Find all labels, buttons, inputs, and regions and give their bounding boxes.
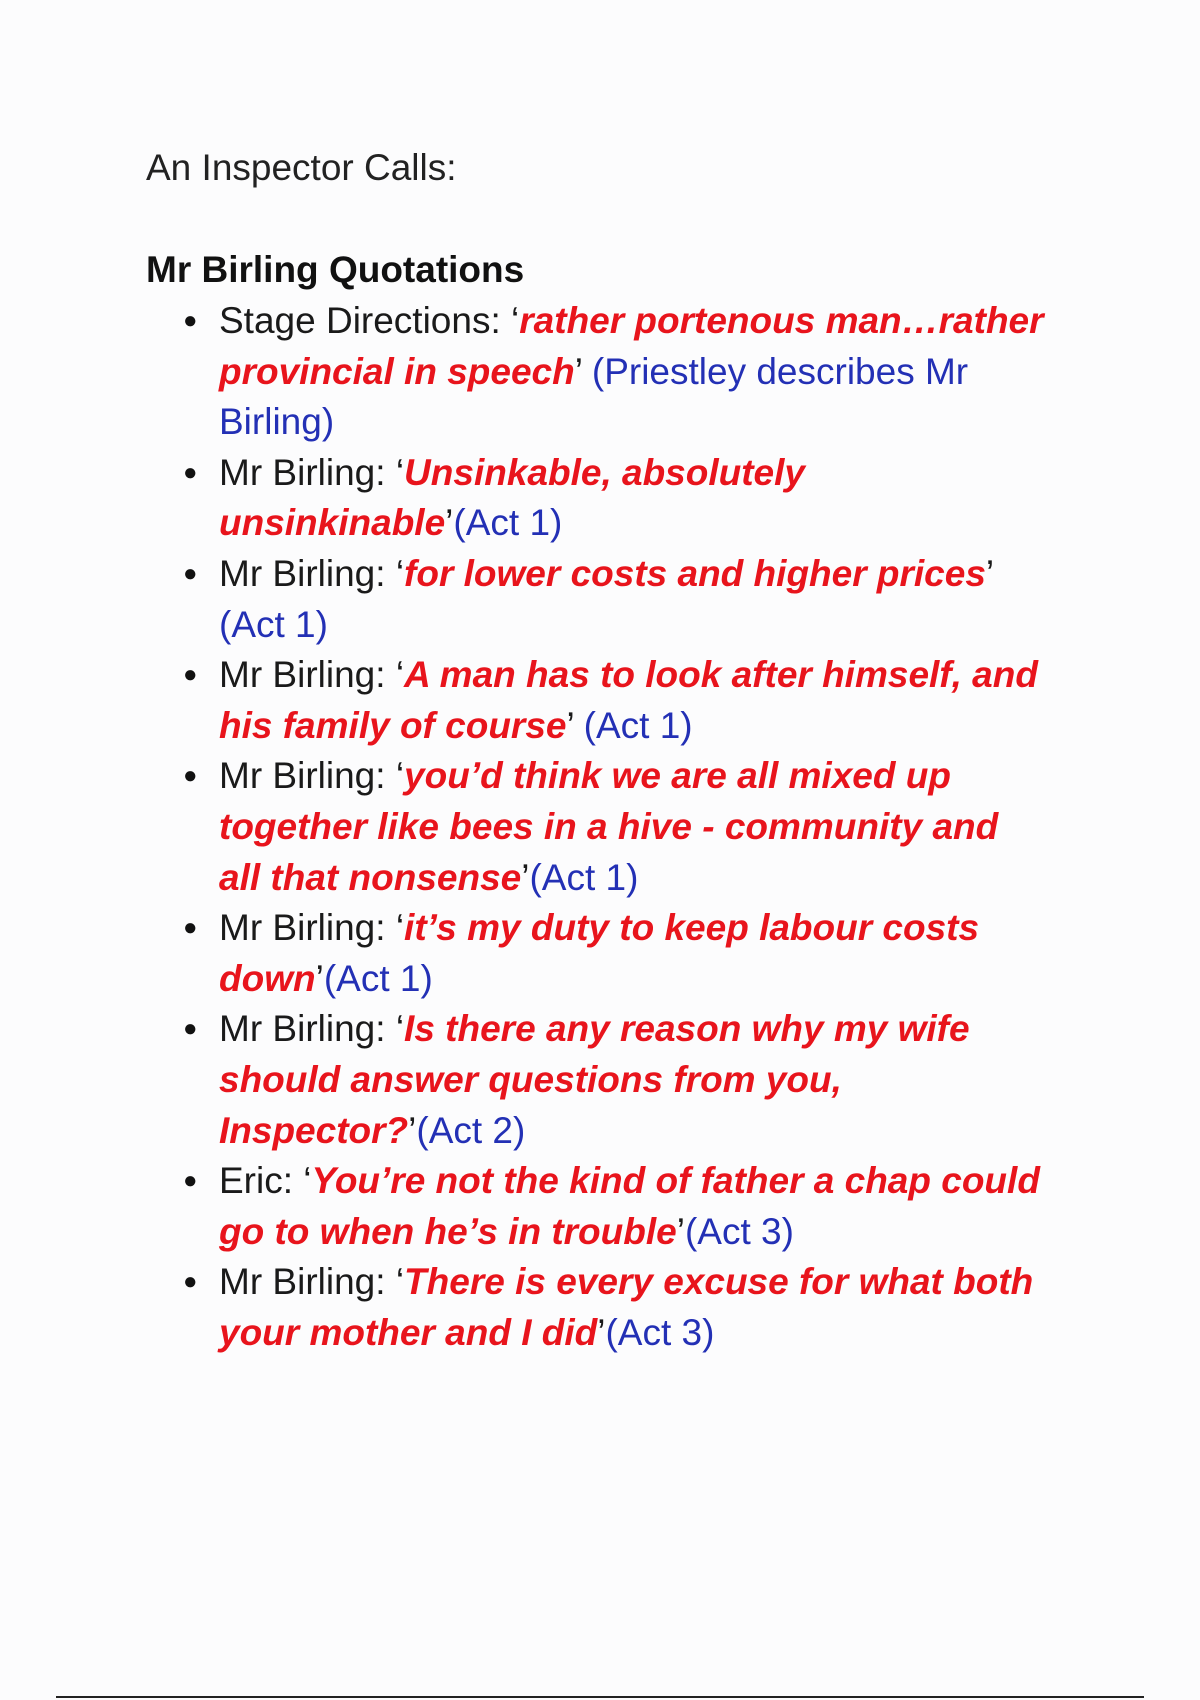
- open-quote-mark: ‘: [395, 451, 405, 493]
- bullet-icon: ●: [183, 661, 198, 689]
- bullet-icon: ●: [183, 1167, 198, 1195]
- close-quote-mark: ’: [566, 704, 574, 746]
- quotation-item: [183, 1257, 1049, 1358]
- quotation-text: Is there any reason why my wife should answer questions from you, Inspector?: [219, 1008, 970, 1151]
- quotation-speaker: Mr Birling:: [219, 755, 396, 797]
- quotation-speaker: Mr Birling:: [219, 907, 396, 949]
- open-quote-mark: ‘: [395, 907, 405, 949]
- bullet-icon: ●: [183, 1015, 198, 1043]
- quotation-item: [183, 448, 1049, 549]
- open-quote-mark: ‘: [395, 654, 405, 696]
- page-bottom-rule: [56, 1696, 1144, 1698]
- quotation-item: [183, 751, 1049, 903]
- quotation-text: it’s my duty to keep labour costs down: [219, 907, 980, 999]
- quotation-reference: (Act 1): [529, 856, 639, 898]
- quotation-item: [183, 650, 1049, 751]
- quotation-reference: (Act 1): [323, 957, 433, 999]
- close-quote-mark: ’: [574, 350, 582, 392]
- quotation-item: [183, 296, 1049, 448]
- close-quote-mark: ’: [676, 1210, 685, 1252]
- open-quote-mark: ‘: [395, 552, 405, 594]
- quotation-text: A man has to look after himself, and his family of course: [219, 654, 1038, 746]
- quotation-text: You’re not the kind of father a chap could go to when he’s in trouble: [219, 1160, 1040, 1252]
- open-quote-mark: ‘: [303, 1160, 312, 1202]
- quotation-reference: (Act 3): [684, 1210, 794, 1252]
- bullet-icon: ●: [183, 458, 198, 486]
- section-heading: Mr Birling Quotations: [146, 249, 525, 290]
- quotation-speaker: Mr Birling:: [219, 654, 396, 696]
- bullet-icon: ●: [183, 307, 198, 334]
- quotation-reference: (Priestley describes Mr Birling): [219, 350, 969, 443]
- open-quote-mark: ‘: [395, 755, 405, 797]
- close-quote-mark: ’: [521, 856, 530, 898]
- close-quote-mark: ’: [315, 957, 324, 999]
- quotation-item: [183, 1156, 1049, 1257]
- quotation-reference: (Act 1): [219, 603, 328, 645]
- quotation-reference: (Act 3): [605, 1311, 715, 1353]
- quotation-text: rather portenous man…rather provincial in speech: [219, 300, 1044, 392]
- bullet-icon: ●: [183, 1268, 198, 1296]
- quotation-speaker: Mr Birling:: [219, 451, 396, 493]
- close-quote-mark: ’: [408, 1109, 417, 1151]
- quotation-text: There is every excuse for what both your mother and I did: [219, 1261, 1034, 1353]
- quotation-speaker: Eric:: [219, 1160, 304, 1202]
- close-quote-mark: ’: [445, 502, 454, 544]
- document-title: An Inspector Calls:: [146, 147, 457, 188]
- quotation-item: [183, 903, 1049, 1004]
- bullet-icon: ●: [183, 762, 198, 790]
- quotation-speaker: Mr Birling:: [219, 1008, 396, 1050]
- quotation-reference: (Act 1): [573, 704, 693, 746]
- close-quote-mark: ’: [597, 1311, 606, 1353]
- quotation-list: [183, 296, 1049, 1358]
- open-quote-mark: ‘: [511, 300, 520, 341]
- quotation-reference: (Act 1): [453, 502, 563, 544]
- quotation-text: you’d think we are all mixed up together like bees in a hive - community and all that nonsense: [219, 755, 999, 898]
- bullet-icon: ●: [183, 559, 198, 587]
- quotation-item: [183, 1004, 1049, 1156]
- open-quote-mark: ‘: [395, 1261, 405, 1303]
- quotation-text: Unsinkable, absolutely unsinkinable: [219, 451, 805, 544]
- quotation-text: for lower costs and higher prices: [404, 552, 986, 594]
- bullet-icon: ●: [183, 914, 198, 942]
- quotation-speaker: Mr Birling:: [219, 1261, 396, 1303]
- quotation-reference: (Act 2): [416, 1109, 526, 1151]
- quotation-speaker: Stage Directions:: [219, 300, 512, 341]
- open-quote-mark: ‘: [395, 1008, 405, 1050]
- quotation-speaker: Mr Birling:: [219, 552, 396, 594]
- quotation-item: [183, 549, 1049, 650]
- close-quote-mark: ’: [985, 552, 993, 594]
